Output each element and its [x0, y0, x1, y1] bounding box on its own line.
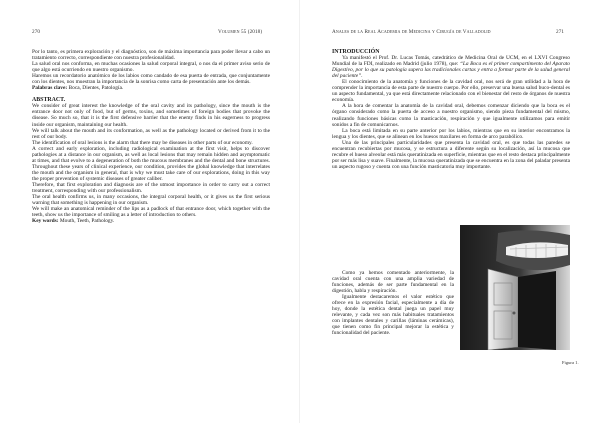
intro-quote: “La Boca es el primer compartimento del Aparato Digestivo, por lo que su patología supera las tradicionales cartas y entra a formar parte de la salud general del paciente”.	[332, 61, 570, 80]
abstract-paragraph: We will talk about the mouth and its conformation, as well as the pathology located or derived from it to the rest of our body.	[32, 127, 270, 140]
right-text-column-top	[332, 49, 570, 170]
left-journal-volume: Volumen 55 (2018)	[218, 29, 263, 35]
intro-paragraph: Como ya hemos comentado anteriormente, la cavidad oral cuenta con una amplia variedad de funciones, además de ser parte fundamental en la digestión, habla y respiración.	[332, 270, 454, 295]
right-page	[300, 0, 600, 423]
abstract-paragraph: We consider of great interest the knowledge of the oral cavity and its pathology, since the mouth is the entrance door not only of food, but of germs, toxins, and sometimes of foreign bodies that provoke the disease. So much so, that it is the first defensive barrier that the enemy finds in his eagerness to progress inside our organism, maintaining our health.	[32, 103, 270, 128]
intro-paragraph: A la hora de comentar la anatomía de la cavidad oral, debemos comenzar diciendo que la boca es el órgano considerado como la puerta de acceso a nuestro organismo, siendo pieza fundamental del mismo, realizando funciones básicas como la masticación, respiración y que igualmente utilizamos para emitir sonidos a fin de comunicarnos.	[332, 103, 570, 128]
abstract-paragraph: The oral health confirms us, in many occasions, the integral corporal health, or it gives us the first serious warning that something is happening in our organism.	[32, 194, 270, 207]
keywords	[32, 218, 270, 224]
keywords-value: Mouth, Teeth, Pathology.	[58, 218, 115, 225]
right-journal-title: Anales de la Real Academia de Medicina y Cirugía de Valladolid	[332, 29, 491, 35]
figure-1-image	[460, 225, 570, 350]
abstract-paragraph: Therefore, that first exploration and diagnosis are of the utmost importance in order to carry out a correct treatment, corresponding with our professionalism.	[32, 181, 270, 195]
abstract-paragraph: The identification of oral lesions is the alarm that there may be diseases in other parts of our economy.	[32, 139, 253, 146]
intro-paragraph: Una de las principales particularidades que presenta la cavidad oral, es que todas las paredes se encuentran recubiertas por mucosa, y se estructura a diferente según su localización, así la mucosa que recubre el hueso alveolar está más queratinizada en superficie, mientras que en el resto destaca principalmente por ser más lisa y suave. Finalmente, la mucosa queratinizada que se encuentra en la zona del paladar presenta un aspecto rugoso y cuenta con una función masticatoria muy importante.	[332, 139, 570, 170]
right-text-column-narrow	[332, 270, 454, 337]
left-text-column	[32, 49, 270, 224]
intro-paragraph	[332, 55, 570, 79]
palabras-clave-value: Boca, Dientes, Patología.	[67, 85, 124, 92]
palabras-clave-label: Palabras clave:	[32, 85, 68, 92]
intro-paragraph: El conocimiento de la anatomía y funciones de la cavidad oral, nos será de gran utilidad a la hora de comprender la importancia de esta parte de nuestro cuerpo. Por ello, preservar una buena salud buco-dental es un aspecto fundamental, ya que está directamente relacionado con el bienestar del resto de órganos de nuestra economía.	[332, 79, 570, 104]
smile-door-illustration	[460, 225, 570, 350]
spanish-abstract-continuation: Por lo tanto, es primera exploración y el diagnóstico, son de máxima importancia para poder llevar a cabo un tratamiento correcto, correspondiente con nuestra profesionalidad.	[32, 49, 270, 62]
intro-paragraph: Igualmente destacaremos el valor estético que ofrece en la expresión facial, especialmente a día de hoy, donde la estética dental juega un papel muy relevante, y cada vez son más habituales tratamientos con implantes dentales y carillas (láminas cerámicas), que tienen como fin principal mejorar la estética y funcionalidad del paciente.	[332, 294, 454, 337]
intro-quote-lead: Ya manifestó el Prof. Dr. Lucas Tomás, catedrático de Medicina Oral de UCM, en el LXVI Congreso Mundial de la FDI, realizado en Madrid (julio 1978), que:	[332, 55, 570, 68]
intro-paragraph: La boca está limitada en su parte anterior por los labios, mientras que en su interior encontramos la lengua y los dientes, que se alinean en los huesos maxilares en forma de arco parabólico.	[332, 127, 570, 140]
spanish-abstract-paragraph: La salud oral nos conforma, en muchas ocasiones la salud corporal integral, o nos da el primer aviso serio de que algo está ocurriendo en nuestro organismo.	[32, 61, 270, 74]
left-page-number: 270	[32, 29, 41, 35]
abstract-heading: ABSTRACT.	[32, 97, 66, 104]
spanish-abstract-paragraph: Haremos un recordatorio anatómico de los labios como candado de esa puerta de entrada, que conjuntamente con los dientes, nos muestran la importancia de la sonrisa como carta de presentación ante los demás.	[32, 73, 270, 86]
figure-1-caption: Figura 1.	[562, 360, 579, 365]
abstract-paragraph: A correct and early exploration, including radiological examination at the first visit, helps to discover pathologies at a distance in our organism, as well as local lesions that may remain hidden and asymptomatic at times, and that evolve to a degeneration of both the mucous membranes and the dental and bone structures. Throughout these years of clinical experience, our condition, provides the global knowledge that interrelates the mouth and the organism in general, that is why we must take care of our explorations, doing in this way the proper prevention of systemic diseases of greater caliber.	[32, 145, 270, 182]
right-page-number: 271	[556, 29, 565, 35]
keywords-label: Key words:	[32, 218, 59, 225]
introduccion-heading: INTRODUCCIÓN	[332, 49, 380, 55]
abstract-paragraph: We will make an anatomical reminder of the lips as a padlock of that entrance door, which together with the teeth, show us the importance of smiling as a letter of introduction to others.	[32, 206, 270, 219]
